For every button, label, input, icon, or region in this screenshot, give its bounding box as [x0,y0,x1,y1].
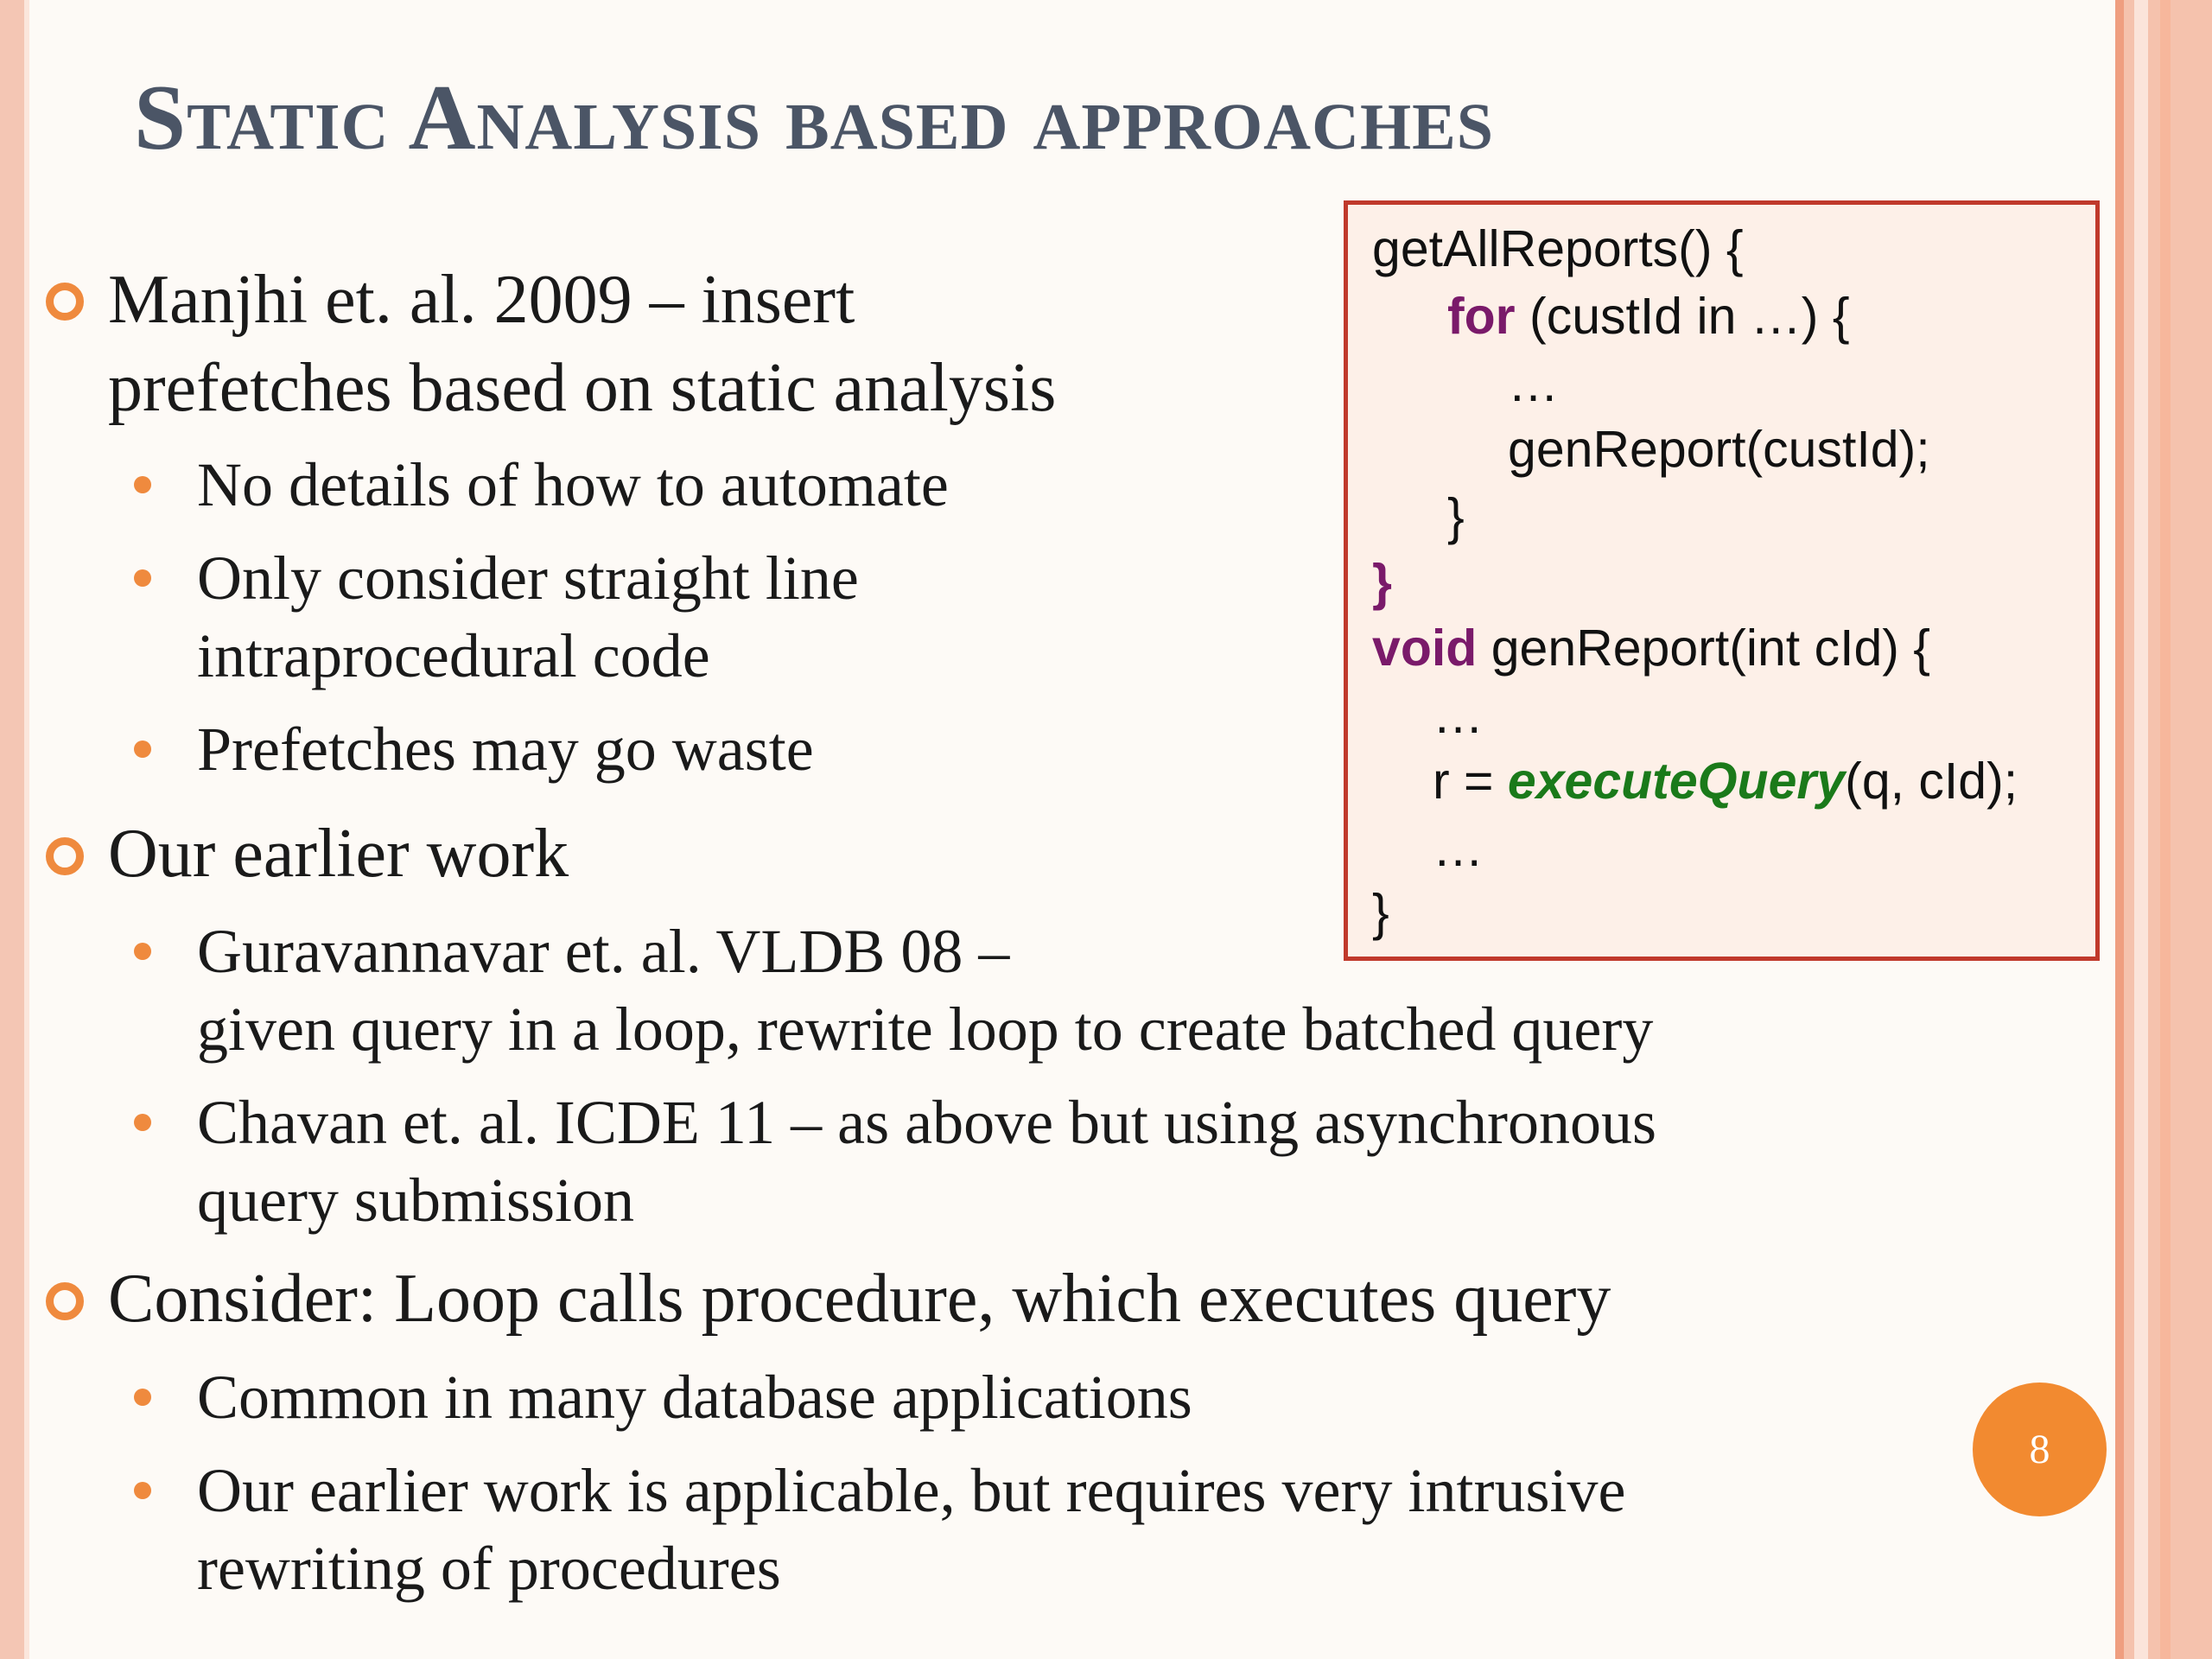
code-line: genReport(custId); [1508,421,1930,478]
code-text: genReport(int cId) { [1477,620,1931,677]
bullet-text: Our earlier work [108,816,569,892]
sub-bullet-dot-icon [134,1389,151,1406]
bullet-text: Consider: Loop calls procedure, which executes query [108,1261,1611,1337]
code-line: getAllReports() { [1372,220,1744,277]
code-line: } [1372,884,1389,941]
code-line [1372,620,1931,677]
bullet-text: prefetches based on static analysis [108,350,1057,426]
sub-bullet-dot-icon [134,1114,151,1131]
left-border-stripe [0,0,24,1659]
right-border-line [2115,0,2124,1659]
bullet-ring-icon [46,837,84,875]
code-sample-box [1344,200,2100,961]
sub-bullet-text: Common in many database applications [197,1363,1192,1432]
code-line: … [1508,355,1559,412]
sub-bullet-dot-icon [134,476,151,493]
code-keyword: void [1372,620,1478,677]
sub-bullet-dot-icon [134,1482,151,1499]
sub-bullet-text: rewriting of procedures [197,1534,781,1603]
sub-bullet-text: query submission [197,1166,635,1235]
code-line [1433,753,2018,810]
code-line: … [1433,687,1484,744]
sub-bullet-dot-icon [134,741,151,758]
sub-bullet-text: No details of how to automate [197,450,949,519]
code-function: executeQuery [1507,753,1846,810]
code-keyword: for [1447,288,1516,345]
sub-bullet-text: given query in a loop, rewrite loop to create batched query [197,995,1654,1064]
code-keyword: } [1372,554,1392,611]
sub-bullet-text: Guravannavar et. al. VLDB 08 – [197,917,1010,986]
code-text: (q, cId); [1845,753,2018,810]
code-line: … [1433,820,1484,877]
code-text: (custId in …) { [1515,288,1850,345]
page-number-badge: 8 [1973,1382,2107,1516]
code-line: } [1447,488,1465,545]
sub-bullet-dot-icon [134,569,151,587]
bullet-ring-icon [46,283,84,321]
sub-bullet-text: Only consider straight line [197,543,859,613]
slide-title: Static Analysis based approaches [134,67,1495,169]
code-line [1447,288,1850,345]
sub-bullet-text: Chavan et. al. ICDE 11 – as above but using asynchronous [197,1088,1657,1157]
bullet-ring-icon [46,1282,84,1320]
sub-bullet-text: Prefetches may go waste [197,715,814,784]
sub-bullet-dot-icon [134,943,151,960]
sub-bullet-text: intraprocedural code [197,621,710,690]
bullet-text: Manjhi et. al. 2009 – insert [108,262,855,338]
left-border-highlight [24,0,29,1659]
right-border-line [2134,0,2148,1659]
right-border-line [2160,0,2171,1659]
sub-bullet-text: Our earlier work is applicable, but requires very intrusive [197,1456,1626,1525]
code-text: r = [1433,753,1508,810]
